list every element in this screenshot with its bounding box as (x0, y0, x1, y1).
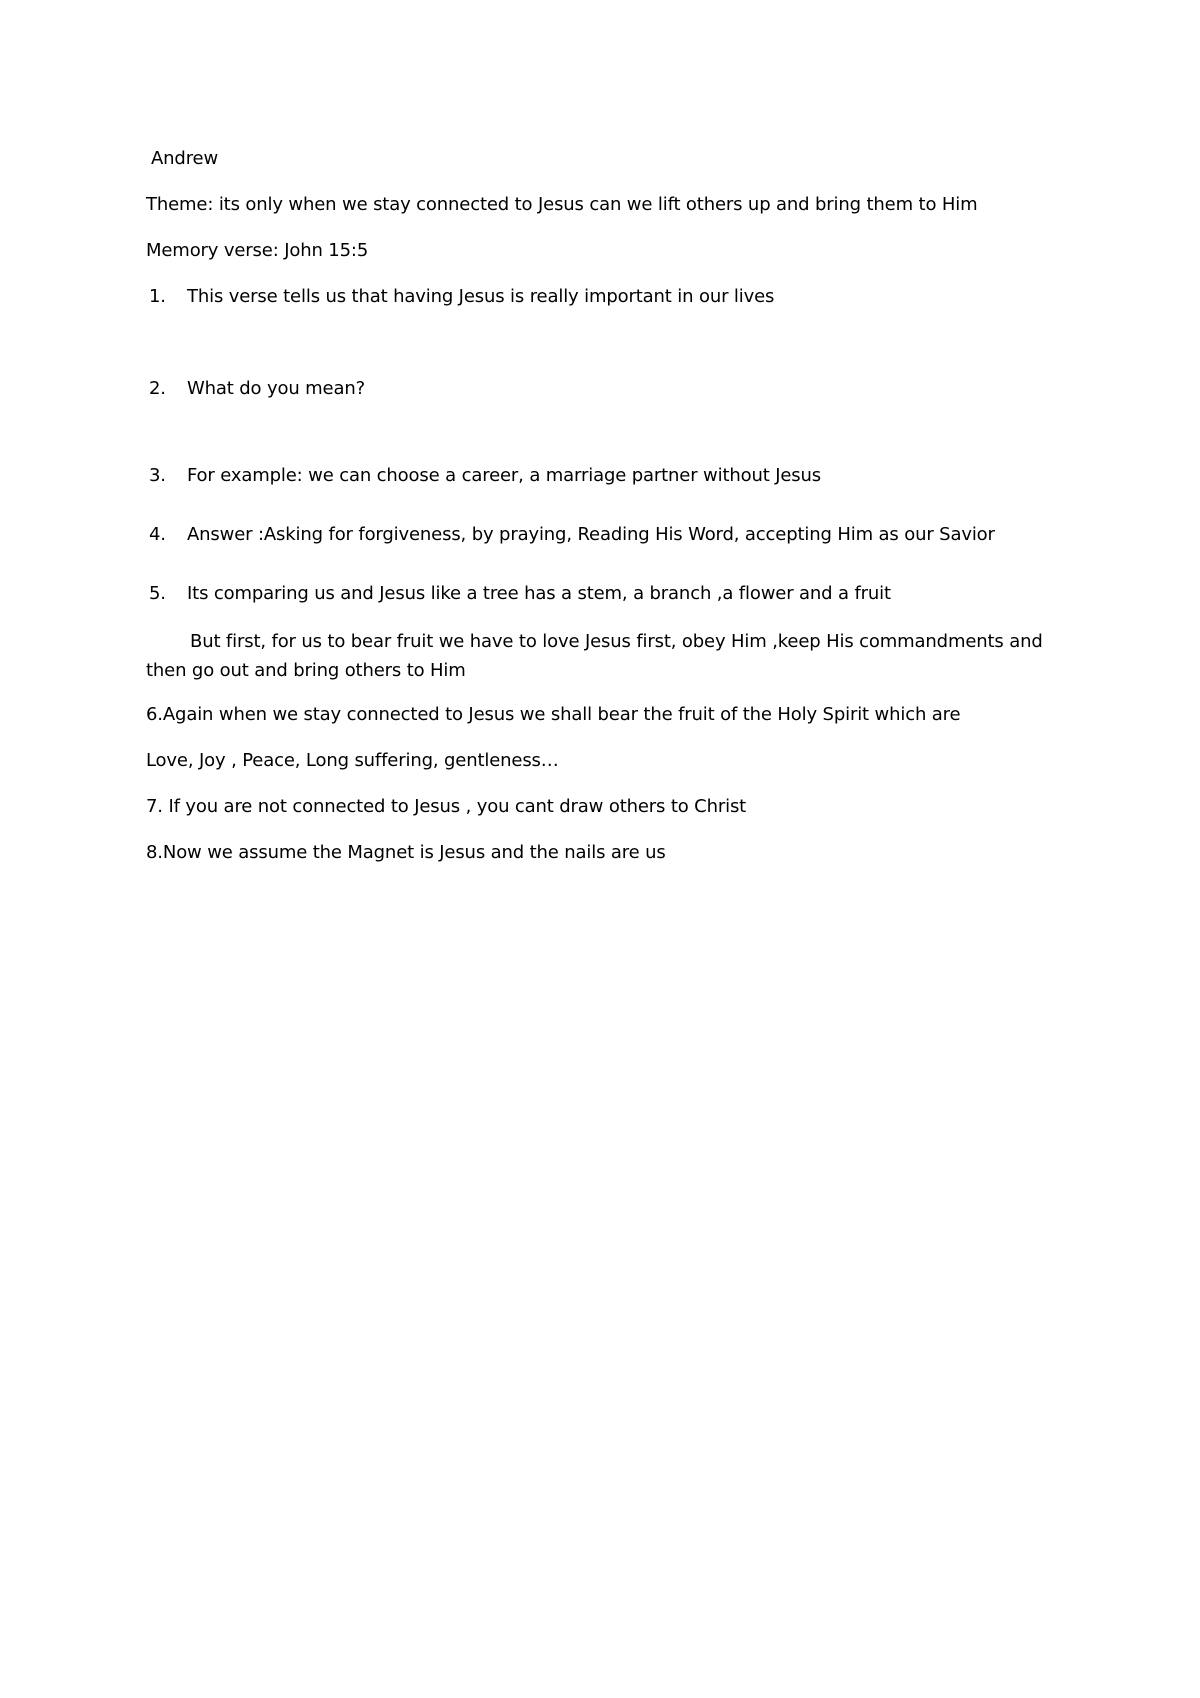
list-item-number: 1. (149, 286, 166, 307)
theme-line: Theme: its only when we stay connected to Jesus can we lift others up and bring them to Him (146, 194, 978, 215)
point-7-line: 7. If you are not connected to Jesus , you cant draw others to Christ (146, 796, 747, 817)
point-8-line: 8.Now we assume the Magnet is Jesus and the nails are us (146, 842, 666, 863)
list-item-text: This verse tells us that having Jesus is really important in our lives (187, 286, 775, 307)
point-6-line: 6.Again when we stay connected to Jesus we shall bear the fruit of the Holy Spirit which are (146, 704, 961, 725)
author-name: Andrew (151, 148, 219, 169)
list-item-text: Its comparing us and Jesus like a tree has a stem, a branch ,a flower and a fruit (187, 583, 891, 604)
list-item-number: 5. (149, 583, 166, 604)
list-item-number: 3. (149, 465, 166, 486)
list-item-text: For example: we can choose a career, a marriage partner without Jesus (187, 465, 822, 486)
fruits-list-line: Love, Joy , Peace, Long suffering, gentleness… (146, 750, 559, 771)
memory-verse-line: Memory verse: John 15:5 (146, 240, 369, 261)
paragraph-text: But first, for us to bear fruit we have to love Jesus first, obey Him ,keep His commandments and then go out and bring others to Him (146, 631, 1043, 681)
list-item-text: Answer :Asking for forgiveness, by praying, Reading His Word, accepting Him as our Savior (187, 524, 995, 545)
paragraph-continuation (146, 627, 1066, 685)
list-item-number: 4. (149, 524, 166, 545)
list-item-number: 2. (149, 378, 166, 399)
list-item-text: What do you mean? (187, 378, 366, 399)
